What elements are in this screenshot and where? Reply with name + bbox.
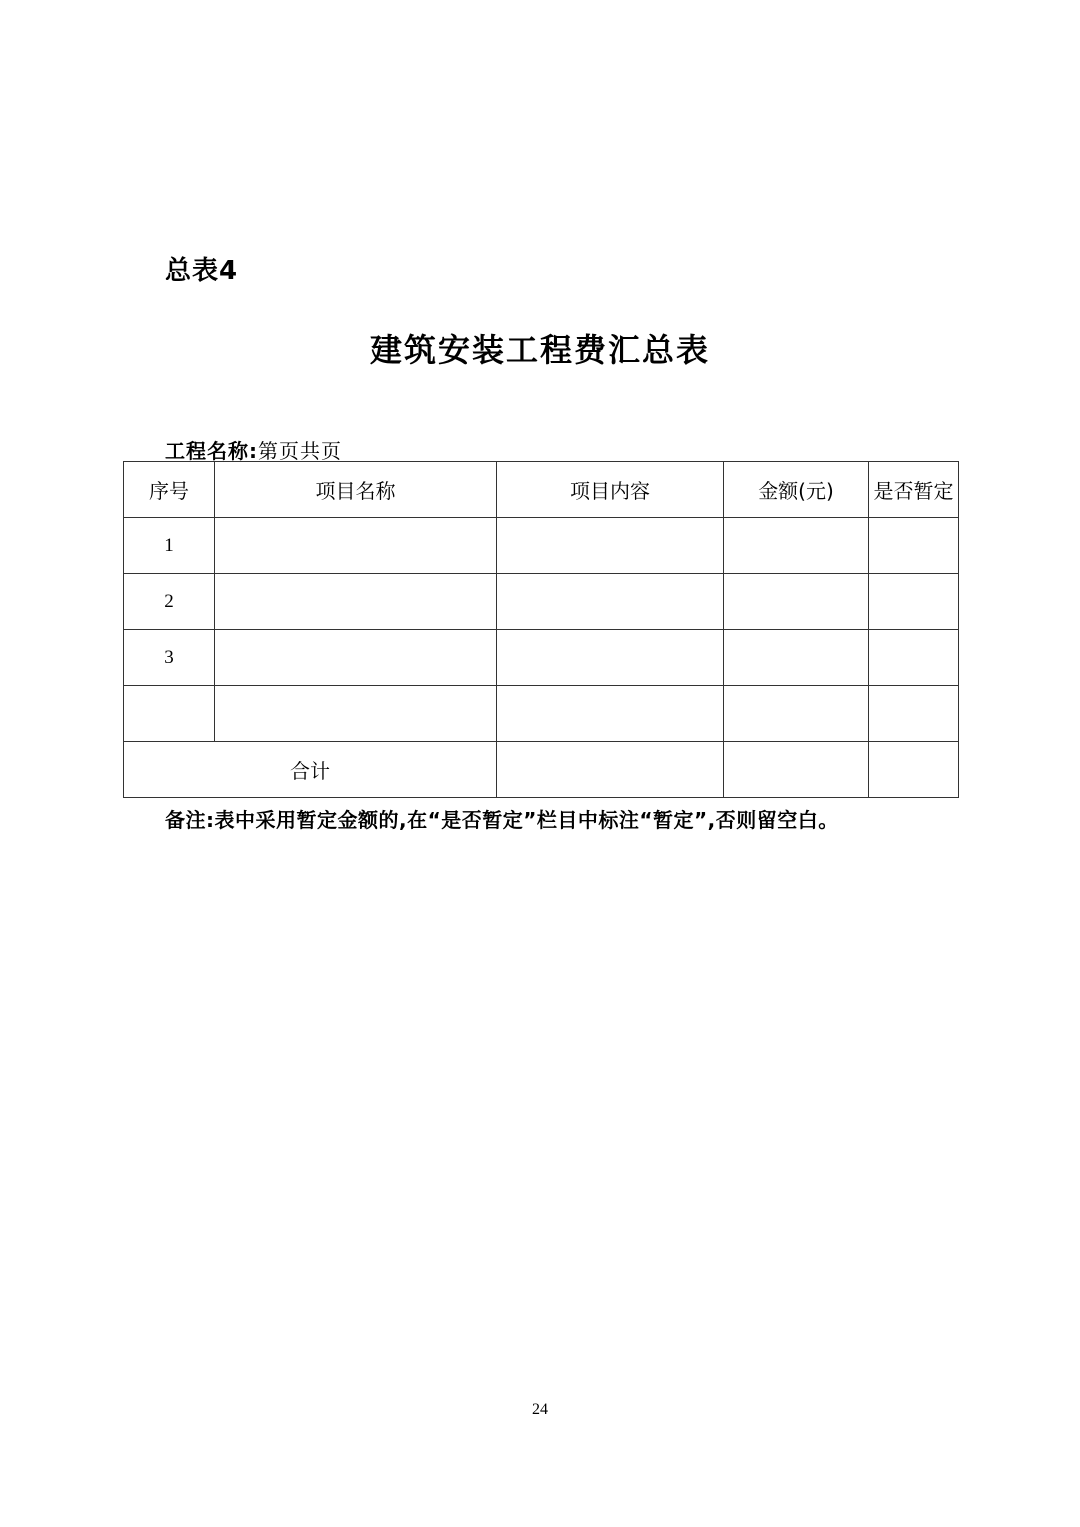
cell-provisional (869, 574, 959, 630)
cell-amount (724, 686, 869, 742)
cell-item-content (497, 574, 724, 630)
cell-index: 3 (124, 630, 215, 686)
header-item-name: 项目名称 (215, 462, 497, 518)
table-row (124, 574, 959, 630)
cell-amount (724, 574, 869, 630)
cell-index (124, 686, 215, 742)
page-number: 24 (532, 1401, 548, 1418)
header-item-content: 项目内容 (497, 462, 724, 518)
project-name-line (165, 435, 342, 464)
cell-item-name (215, 518, 497, 574)
cell-amount (724, 518, 869, 574)
cell-item-name (215, 630, 497, 686)
total-item-content (497, 742, 724, 798)
table-row (124, 518, 959, 574)
page-count-text: 第页共页 (258, 439, 342, 463)
project-name-label: 工程名称: (165, 439, 258, 463)
table-label: 总表4 (165, 256, 239, 286)
table-header-row (124, 462, 959, 518)
cell-item-name (215, 686, 497, 742)
page-title: 建筑安装工程费汇总表 (369, 331, 710, 369)
header-index: 序号 (124, 462, 215, 518)
header-amount: 金额(元) (724, 462, 869, 518)
cell-item-content (497, 686, 724, 742)
header-provisional: 是否暂定 (869, 462, 959, 518)
total-row (124, 742, 959, 798)
cell-item-name (215, 574, 497, 630)
table-row (124, 686, 959, 742)
cell-provisional (869, 518, 959, 574)
cell-amount (724, 630, 869, 686)
cell-index: 2 (124, 574, 215, 630)
total-amount (724, 742, 869, 798)
cell-provisional (869, 686, 959, 742)
cell-item-content (497, 630, 724, 686)
summary-table (123, 461, 959, 798)
cell-index: 1 (124, 518, 215, 574)
table-row (124, 630, 959, 686)
cell-provisional (869, 630, 959, 686)
table-note: 备注:表中采用暂定金额的,在“是否暂定”栏目中标注“暂定”,否则留空白。 (165, 808, 839, 832)
total-label: 合计 (124, 742, 497, 798)
cell-item-content (497, 518, 724, 574)
total-provisional (869, 742, 959, 798)
